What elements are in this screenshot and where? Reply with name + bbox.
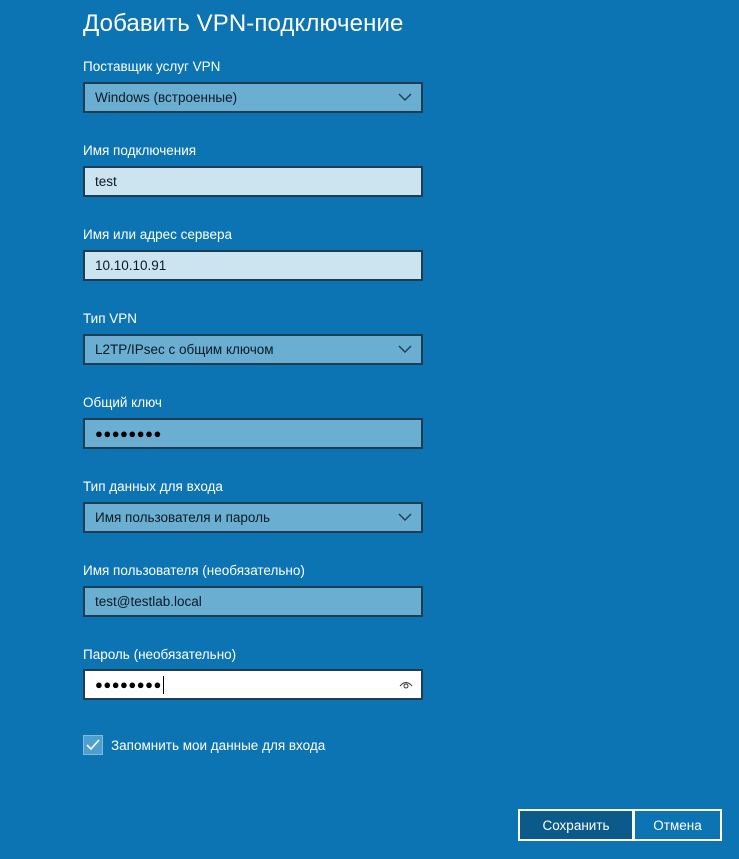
reveal-password-icon[interactable]: [399, 680, 413, 690]
cancel-button[interactable]: Отмена: [633, 809, 722, 841]
username-input[interactable]: [83, 586, 423, 617]
password-label: Пароль (необязательно): [83, 647, 237, 662]
text-caret: [163, 676, 164, 694]
provider-value: Windows (встроенные): [95, 90, 238, 105]
username-label: Имя пользователя (необязательно): [83, 563, 305, 578]
vpn-type-label: Тип VPN: [83, 311, 138, 326]
provider-select[interactable]: [83, 82, 423, 113]
password-input[interactable]: [83, 669, 423, 700]
preshared-key-input[interactable]: [83, 418, 423, 449]
server-value: 10.10.10.91: [95, 258, 167, 273]
remember-label: Запомнить мои данные для входа: [111, 737, 326, 753]
server-input[interactable]: [83, 250, 423, 281]
remember-checkbox-row[interactable]: [83, 735, 325, 755]
chevron-down-icon: [398, 344, 412, 354]
signin-type-label: Тип данных для входа: [83, 479, 223, 494]
connection-name-input[interactable]: [83, 166, 423, 197]
signin-type-select[interactable]: [83, 502, 423, 533]
preshared-key-value: ●●●●●●●●: [95, 426, 162, 441]
password-value: ●●●●●●●●: [95, 677, 162, 692]
page-title: Добавить VPN-подключение: [83, 10, 404, 37]
connection-name-value: test: [95, 174, 117, 189]
preshared-key-label: Общий ключ: [83, 395, 162, 410]
provider-label: Поставщик услуг VPN: [83, 59, 221, 74]
vpn-type-value: L2TP/IPsec с общим ключом: [95, 342, 274, 357]
chevron-down-icon: [398, 512, 412, 522]
signin-type-value: Имя пользователя и пароль: [95, 510, 271, 525]
chevron-down-icon: [398, 92, 412, 102]
connection-name-label: Имя подключения: [83, 143, 197, 158]
checkmark-icon: [85, 737, 101, 753]
server-label: Имя или адрес сервера: [83, 227, 232, 242]
save-button[interactable]: Сохранить: [518, 809, 634, 841]
vpn-type-select[interactable]: [83, 334, 423, 365]
username-value: test@testlab.local: [95, 594, 202, 609]
remember-checkbox[interactable]: [83, 735, 103, 755]
